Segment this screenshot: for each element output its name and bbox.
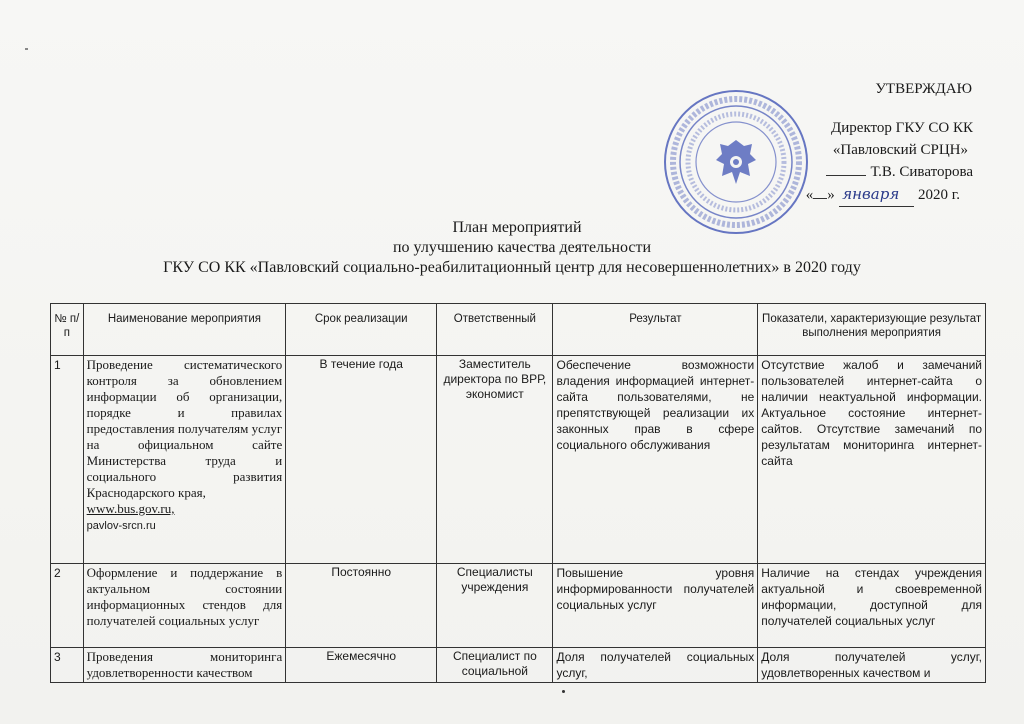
title-line-3: ГКУ СО КК «Павловский социально-реабилитационный центр для несовершеннолетних» в 2020 году xyxy=(163,259,861,276)
row-responsible: Специалист по социальной xyxy=(437,648,553,683)
date-close-quote: » xyxy=(827,187,835,203)
row-indicators: Наличие на стендах учреждения актуальной и своевременной информации, доступной для получателей социальных услуг xyxy=(758,564,986,648)
document-title xyxy=(0,218,1024,278)
row-indicators: Отсутствие жалоб и замечаний пользователей интернет-сайта о наличии неактуальной информации. Актуальное состояние интернет-сайтов. Отсутствие замечаний по результатам мониторинга интернет-сайта xyxy=(758,356,986,564)
row-term: Ежемесячно xyxy=(286,648,437,683)
title-line-1: План мероприятий xyxy=(452,219,582,236)
row-name: Оформление и поддержание в актуальном состоянии информационных стендов для получателей социальных услуг xyxy=(83,564,286,648)
row-link-site[interactable]: pavlov-srcn.ru xyxy=(86,520,156,532)
date-year: 2020 г. xyxy=(918,187,960,203)
date-open-quote: « xyxy=(805,187,814,203)
approval-heading: УТВЕРЖДАЮ xyxy=(875,81,972,97)
row-link-bus[interactable]: www.bus.gov.ru, xyxy=(86,501,175,516)
row-name xyxy=(83,356,286,564)
header-result: Результат xyxy=(553,304,758,356)
table-row xyxy=(51,356,986,564)
date-month-handwritten: января xyxy=(842,185,900,203)
approval-position-2: «Павловский СРЦН» xyxy=(832,142,968,158)
table-row xyxy=(51,648,986,683)
row-num: 2 xyxy=(51,564,84,648)
row-name-text: Проведение систематического контроля за обновлением информации об организации, порядке и правилах предоставления получателям услуг на официальном сайте Министерства труда и социального развития Краснодарского края, xyxy=(86,357,283,500)
header-term: Срок реализации xyxy=(286,304,437,356)
plan-table xyxy=(50,303,986,683)
header-num: № п/п xyxy=(51,304,84,356)
title-line-2: по улучшению качества деятельности xyxy=(392,239,652,256)
row-num: 3 xyxy=(51,648,84,683)
row-indicators: Доля получателей услуг, удовлетворенных качеством и xyxy=(758,648,986,683)
approval-position-1: Директор ГКУ СО КК xyxy=(831,120,973,136)
row-result: Повышение уровня информированности получателей социальных услуг xyxy=(553,564,758,648)
row-result: Доля получателей социальных услуг, xyxy=(553,648,758,683)
approval-signatory: Т.В. Сиваторова xyxy=(870,164,973,180)
header-responsible: Ответственный xyxy=(437,304,553,356)
row-term: В течение года xyxy=(286,356,437,564)
header-indicators: Показатели, характеризующие результат выполнения мероприятия xyxy=(758,304,986,356)
signature-line xyxy=(826,175,866,176)
row-responsible: Специалисты учреждения xyxy=(437,564,553,648)
scan-dot xyxy=(562,690,565,693)
scan-speck xyxy=(25,48,28,50)
row-num: 1 xyxy=(51,356,84,564)
row-name: Проведения мониторинга удовлетворенности качеством xyxy=(83,648,286,683)
approval-date-line xyxy=(806,183,960,207)
row-responsible: Заместитель директора по ВРР, экономист xyxy=(437,356,553,564)
table-row xyxy=(51,564,986,648)
table-header-row xyxy=(51,304,986,356)
eagle-emblem-icon xyxy=(716,140,756,184)
row-result: Обеспечение возможности владения информацией интернет-сайта пользователями, не препятствующей реализации их законных прав в сфере социального обслуживания xyxy=(553,356,758,564)
date-month-underline xyxy=(839,183,915,207)
header-name: Наименование мероприятия xyxy=(83,304,286,356)
official-stamp xyxy=(662,88,810,236)
row-term: Постоянно xyxy=(286,564,437,648)
approval-signatory-line xyxy=(826,161,973,183)
